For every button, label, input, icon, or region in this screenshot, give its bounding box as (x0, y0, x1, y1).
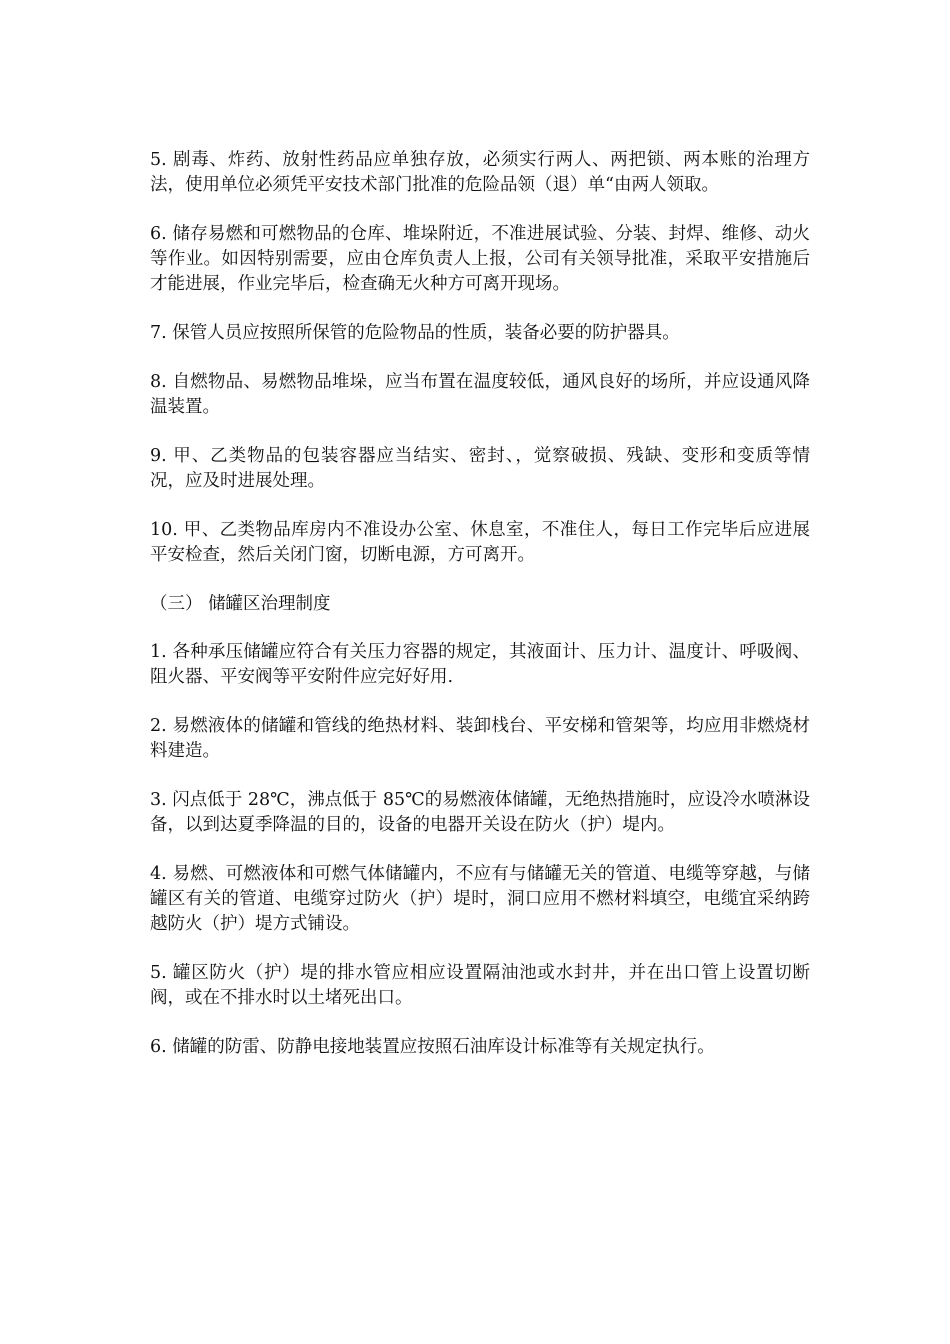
paragraph-tank-6-grounding: 6. 储罐的防雷、防静电接地装置应按照石油库设计标准等有关规定执行。 (150, 1037, 715, 1057)
paragraph-item-9-packaging: 9. 甲、乙类物品的包装容器应当结实、密封、，觉察破损、残缺、变形和变质等情况，应及时进展处理。 (150, 446, 810, 491)
paragraph-tank-2-materials: 2. 易燃液体的储罐和管线的绝热材料、装卸栈台、平安梯和管架等，均应用非燃烧材料建造。 (150, 716, 810, 761)
paragraph-tank-1-pressure: 1. 各种承压储罐应符合有关压力容器的规定，其液面计、压力计、温度计、呼吸阀、阻火器、平安阀等平安附件应完好好用. (150, 642, 810, 687)
document-body (150, 148, 810, 1084)
paragraph-item-10-warehouse-rules: 10. 甲、乙类物品库房内不准设办公室、休息室，不准住人，每日工作完毕后应进展平安检查，然后关闭门窗，切断电源，方可离开。 (150, 520, 810, 565)
paragraph-tank-4-pipelines: 4. 易燃、可燃液体和可燃气体储罐内，不应有与储罐无关的管道、电缆等穿越，与储罐区有关的管道、电缆穿过防火（护）堤时，洞口应用不燃材料填空，电缆宜采纳跨越防火（护）堤方式铺设。 (150, 864, 810, 934)
paragraph-item-6-fire-operations: 6. 储存易燃和可燃物品的仓库、堆垛附近，不准进展试验、分装、封焊、维修、动火等作业。如因特别需要，应由仓库负责人上报，公司有关领导批准，采取平安措施后才能进展，作业完毕后，检查确无火种方可离开现场。 (150, 224, 810, 294)
paragraph-item-5-toxic-storage: 5. 剧毒、炸药、放射性药品应单独存放，必须实行两人、两把锁、两本账的治理方法，使用单位必须凭平安技术部门批准的危险品领（退）单“由两人领取。 (150, 150, 810, 195)
paragraph-tank-5-drainage: 5. 罐区防火（护）堤的排水管应相应设置隔油池或水封井，并在出口管上设置切断阀，或在不排水时以土堵死出口。 (150, 963, 810, 1008)
paragraph-item-7-protective-gear: 7. 保管人员应按照所保管的危险物品的性质，装备必要的防护器具。 (150, 323, 680, 343)
section-heading-tank-area: （三） 储罐区治理制度 (150, 594, 331, 614)
paragraph-tank-3-cooling: 3. 闪点低于 28℃，沸点低于 85℃的易燃液体储罐，无绝热措施时，应设冷水喷淋设备，以到达夏季降温的目的，设备的电器开关设在防火（护）堤内。 (150, 790, 810, 835)
paragraph-item-8-stacking: 8. 自燃物品、易燃物品堆垛，应当布置在温度较低，通风良好的场所，并应设通风降温装置。 (150, 372, 810, 417)
